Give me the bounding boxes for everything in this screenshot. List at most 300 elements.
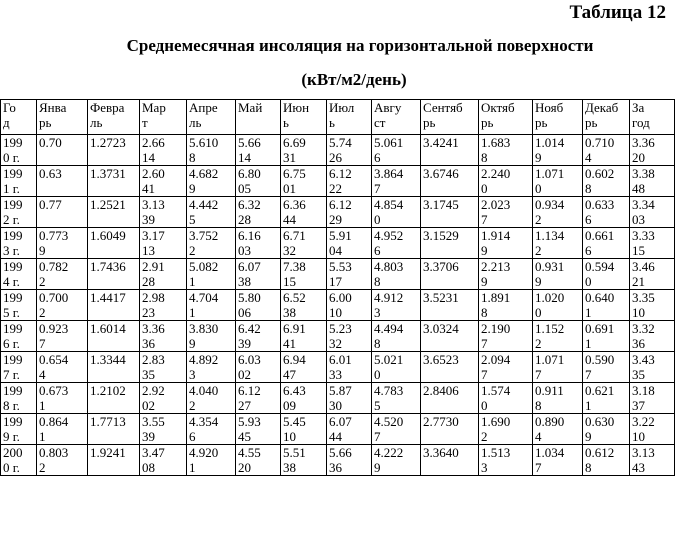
column-header-line2: ль [90,115,103,130]
value-cell-line2: 3 [189,367,196,382]
value-cell-line1: 0.782 [39,259,69,274]
value-cell [37,228,88,259]
value-cell-line1: 5.45 [283,414,306,429]
value-cell-line1: 4.803 [374,259,404,274]
value-cell-line1: 0.654 [39,352,69,367]
value-cell-line2: 0 [374,367,381,382]
value-cell-line1: 6.36 [283,197,306,212]
value-cell-line2: 0 [535,305,542,320]
column-header-line1: Октяб [481,100,515,115]
value-cell-line1: 6.52 [283,290,306,305]
value-cell [187,166,236,197]
value-cell-line1: 5.66 [238,135,261,150]
value-cell [88,290,140,321]
value-cell-line1: 0.594 [585,259,615,274]
value-cell [236,259,281,290]
table-header-row [1,100,675,135]
value-cell-line2 [90,398,137,413]
value-cell-line1: 2.023 [481,197,511,212]
value-cell-line1: 3.1745 [423,197,459,212]
value-cell-line2: 03 [632,212,645,227]
value-cell-line2: 7 [481,367,488,382]
column-header [630,100,675,135]
value-cell-line1: 4.040 [189,383,219,398]
value-cell [140,321,187,352]
value-cell [187,135,236,166]
value-cell-line2: 6 [374,150,381,165]
value-cell-line2: 10 [632,429,645,444]
table-row [1,228,675,259]
value-cell-line2: 44 [329,429,342,444]
column-header-line1: Июл [329,100,355,115]
value-cell-line1: 1.2521 [90,197,126,212]
value-cell-line2: 2 [481,429,488,444]
year-cell-line1: 199 [3,352,23,367]
value-cell [37,290,88,321]
value-cell-line2: 35 [632,367,645,382]
column-header-line1: Го [3,100,16,115]
year-cell [1,259,37,290]
year-cell [1,445,37,476]
value-cell [187,197,236,228]
year-cell-line1: 199 [3,414,23,429]
value-cell-line2: 9 [481,243,488,258]
value-cell-line1: 3.34 [632,197,655,212]
value-cell-line1: 1.152 [535,321,565,336]
value-cell-line1: 0.890 [535,414,565,429]
value-cell-line2: 47 [283,367,296,382]
value-cell [88,228,140,259]
value-cell [372,197,421,228]
value-cell [533,259,583,290]
value-cell [187,321,236,352]
value-cell [583,445,630,476]
value-cell [421,414,479,445]
value-cell-line2: 1 [585,398,592,413]
value-cell-line2: 8 [374,274,381,289]
value-cell-line2: 8 [481,150,488,165]
column-header-line2: т [142,115,148,130]
value-cell-line2: 7 [481,212,488,227]
value-cell-line2: 0 [535,181,542,196]
value-cell-line2: 1 [189,460,196,475]
column-header-line1: Июн [283,100,310,115]
value-cell-line1: 5.66 [329,445,352,460]
year-cell-line1: 199 [3,383,23,398]
value-cell-line1: 5.610 [189,135,219,150]
value-cell-line2: 17 [329,274,342,289]
value-cell-line1: 3.43 [632,352,655,367]
value-cell-line1: 1.014 [535,135,565,150]
value-cell [630,352,675,383]
value-cell-line2: 14 [142,150,155,165]
value-cell-line1: 3.47 [142,445,165,460]
value-cell-line1: 4.892 [189,352,219,367]
column-header-line2: ь [283,115,289,130]
value-cell [533,290,583,321]
value-cell-line2 [39,181,85,196]
column-header [583,100,630,135]
value-cell [421,321,479,352]
value-cell-line1: 1.9241 [90,445,126,460]
value-cell-line1: 6.69 [283,135,306,150]
value-cell-line1: 3.3706 [423,259,459,274]
value-cell-line2: 36 [142,336,155,351]
value-cell [281,414,327,445]
value-cell-line1: 0.590 [585,352,615,367]
value-cell-line1: 0.77 [39,197,62,212]
column-header-line1: Авгу [374,100,402,115]
value-cell-line1: 6.07 [238,259,261,274]
value-cell [281,352,327,383]
value-cell-line2: 8 [585,460,592,475]
value-cell-line1: 4.682 [189,166,219,181]
value-cell-line2: 32 [283,243,296,258]
value-cell-line1: 2.98 [142,290,165,305]
value-cell-line2: 41 [283,336,296,351]
value-cell-line1: 5.021 [374,352,404,367]
value-cell-line1: 4.494 [374,321,404,336]
year-cell-line2: 6 г. [3,336,20,351]
value-cell-line1: 2.240 [481,166,511,181]
value-cell-line2: 2 [39,305,46,320]
value-cell-line1: 4.854 [374,197,404,212]
value-cell [533,321,583,352]
column-header-line2: рь [535,115,548,130]
value-cell-line2: 38 [283,460,296,475]
value-cell-line1: 0.911 [535,383,564,398]
value-cell [281,259,327,290]
value-cell-line1: 6.07 [329,414,352,429]
column-header [479,100,533,135]
value-cell [236,290,281,321]
value-cell-line1: 0.700 [39,290,69,305]
value-cell-line1: 3.36 [142,321,165,336]
value-cell [421,166,479,197]
column-header-line2: рь [39,115,52,130]
value-cell-line2: 10 [283,429,296,444]
value-cell-line1: 1.4417 [90,290,126,305]
value-cell-line1: 1.071 [535,166,565,181]
value-cell-line2: 22 [329,181,342,196]
value-cell-line1: 0.602 [585,166,615,181]
value-cell [37,259,88,290]
year-cell-line2: 1 г. [3,181,20,196]
value-cell-line2 [90,212,137,227]
value-cell-line1: 5.51 [283,445,306,460]
value-cell-line1: 0.661 [585,228,615,243]
value-cell-line1: 0.640 [585,290,615,305]
value-cell-line2: 9 [374,460,381,475]
value-cell [88,135,140,166]
value-cell-line2: 13 [142,243,155,258]
value-cell [37,135,88,166]
value-cell-line1: 4.783 [374,383,404,398]
value-cell-line2: 8 [189,150,196,165]
value-cell [421,383,479,414]
value-cell [327,290,372,321]
value-cell [187,228,236,259]
value-cell-line2 [90,243,137,258]
year-cell [1,135,37,166]
value-cell-line1: 1.6014 [90,321,126,336]
value-cell-line1: 4.920 [189,445,219,460]
value-cell [236,321,281,352]
column-header-line1: Мар [142,100,166,115]
value-cell [372,228,421,259]
value-cell [281,197,327,228]
value-cell-line1: 5.53 [329,259,352,274]
year-cell-line1: 199 [3,135,23,150]
value-cell-line1: 0.923 [39,321,69,336]
year-cell-line1: 199 [3,197,23,212]
column-header [281,100,327,135]
value-cell [88,259,140,290]
value-cell-line2: 4 [585,150,592,165]
value-cell [187,290,236,321]
value-cell-line1: 6.94 [283,352,306,367]
value-cell [37,352,88,383]
value-cell [236,166,281,197]
value-cell-line2: 0 [481,398,488,413]
value-cell-line2 [39,150,85,165]
column-header [533,100,583,135]
value-cell-line1: 5.91 [329,228,352,243]
value-cell [372,414,421,445]
year-cell-line2: 4 г. [3,274,20,289]
value-cell-line2 [423,274,476,289]
value-cell-line2: 2 [535,243,542,258]
value-cell [88,445,140,476]
value-cell [140,259,187,290]
value-cell [583,290,630,321]
value-cell [327,445,372,476]
column-header-line1: Май [238,100,263,115]
value-cell-line1: 5.23 [329,321,352,336]
value-cell-line2: 3 [374,305,381,320]
value-cell-line2: 1 [189,274,196,289]
value-cell-line1: 0.691 [585,321,615,336]
value-cell [187,259,236,290]
value-cell-line1: 3.6523 [423,352,459,367]
value-cell-line1: 6.12 [238,383,261,398]
value-cell-line1: 0.633 [585,197,615,212]
value-cell [533,166,583,197]
value-cell [583,135,630,166]
value-cell-line2: 9 [481,274,488,289]
value-cell-line1: 3.17 [142,228,165,243]
value-cell-line1: 4.222 [374,445,404,460]
value-cell-line1: 1.020 [535,290,565,305]
value-cell [187,383,236,414]
value-cell [37,383,88,414]
value-cell [630,197,675,228]
value-cell [479,166,533,197]
value-cell-line2 [423,305,476,320]
column-header-line1: Февра [90,100,125,115]
value-cell [533,383,583,414]
value-cell [327,228,372,259]
value-cell [236,445,281,476]
value-cell-line1: 1.690 [481,414,511,429]
value-cell-line1: 1.6049 [90,228,126,243]
year-cell [1,383,37,414]
value-cell-line2 [423,150,476,165]
value-cell-line2: 9 [535,274,542,289]
value-cell-line2: 37 [632,398,645,413]
value-cell-line1: 5.082 [189,259,219,274]
value-cell-line2: 9 [585,429,592,444]
value-cell-line1: 3.38 [632,166,655,181]
value-cell [583,383,630,414]
value-cell-line2: 33 [329,367,342,382]
value-cell-line1: 6.75 [283,166,306,181]
value-cell-line1: 6.00 [329,290,352,305]
value-cell-line1: 0.673 [39,383,69,398]
value-cell-line2 [423,181,476,196]
value-cell [533,414,583,445]
value-cell-line2: 15 [283,274,296,289]
value-cell-line2: 29 [329,212,342,227]
value-cell [236,383,281,414]
value-cell-line2: 15 [632,243,645,258]
value-cell [140,414,187,445]
value-cell-line2: 2 [39,460,46,475]
value-cell [630,290,675,321]
value-cell-line2 [423,336,476,351]
value-cell-line1: 6.91 [283,321,306,336]
value-cell [236,352,281,383]
value-cell-line2: 1 [585,305,592,320]
value-cell-line1: 3.3640 [423,445,459,460]
value-cell-line2 [39,212,85,227]
table-row [1,166,675,197]
value-cell-line1: 4.912 [374,290,404,305]
value-cell [37,414,88,445]
value-cell-line1: 0.63 [39,166,62,181]
value-cell [37,445,88,476]
column-header-line2 [238,115,278,130]
value-cell [583,228,630,259]
year-cell-line2: 9 г. [3,429,20,444]
value-cell-line1: 2.92 [142,383,165,398]
value-cell [421,290,479,321]
value-cell [533,352,583,383]
table-row [1,352,675,383]
value-cell-line2: 39 [238,336,251,351]
value-cell [327,352,372,383]
column-header-line1: Декаб [585,100,619,115]
value-cell [88,383,140,414]
value-cell [372,290,421,321]
value-cell [281,290,327,321]
value-cell [372,383,421,414]
value-cell-line2: 39 [142,212,155,227]
value-cell-line2: 09 [283,398,296,413]
value-cell-line2: 3 [481,460,488,475]
value-cell [140,197,187,228]
value-cell-line1: 0.621 [585,383,615,398]
value-cell-line2: 7 [535,367,542,382]
value-cell-line1: 0.70 [39,135,62,150]
value-cell [479,352,533,383]
value-cell-line2: 39 [142,429,155,444]
value-cell [236,414,281,445]
value-cell-line1: 2.66 [142,135,165,150]
value-cell-line2: 03 [238,243,251,258]
value-cell [281,321,327,352]
column-header-line1: Нояб [535,100,564,115]
value-cell [630,383,675,414]
value-cell-line1: 2.91 [142,259,165,274]
value-cell-line1: 2.83 [142,352,165,367]
insolation-table [0,99,675,476]
value-cell-line1: 3.864 [374,166,404,181]
table-row [1,197,675,228]
value-cell [372,166,421,197]
value-cell-line2 [90,336,137,351]
value-cell-line1: 0.773 [39,228,69,243]
value-cell-line2: 23 [142,305,155,320]
value-cell-line2: 5 [374,398,381,413]
value-cell-line1: 4.442 [189,197,219,212]
value-cell [479,290,533,321]
value-cell-line2: 1 [585,336,592,351]
table-row [1,321,675,352]
value-cell-line2: 2 [189,243,196,258]
value-cell-line2: 44 [283,212,296,227]
year-cell-line2: 8 г. [3,398,20,413]
value-cell-line2: 7 [39,336,46,351]
value-cell-line1: 5.80 [238,290,261,305]
value-cell [372,259,421,290]
value-cell-line2: 7 [481,336,488,351]
value-cell [421,135,479,166]
value-cell [421,445,479,476]
value-cell-line1: 3.6746 [423,166,459,181]
value-cell-line2 [90,367,137,382]
value-cell [281,383,327,414]
value-cell-line2: 5 [189,212,196,227]
value-cell-line2: 9 [189,181,196,196]
value-cell-line1: 3.0324 [423,321,459,336]
value-cell-line1: 3.22 [632,414,655,429]
value-cell-line1: 6.42 [238,321,261,336]
value-cell [88,321,140,352]
column-header [140,100,187,135]
value-cell-line2: 28 [142,274,155,289]
value-cell [533,197,583,228]
value-cell [630,259,675,290]
value-cell [236,135,281,166]
value-cell-line2: 30 [329,398,342,413]
value-cell-line2: 6 [585,212,592,227]
value-cell-line1: 6.01 [329,352,352,367]
value-cell [479,259,533,290]
value-cell-line2: 20 [238,460,251,475]
value-cell-line2: 2 [535,336,542,351]
value-cell-line1: 1.683 [481,135,511,150]
year-cell [1,290,37,321]
column-header-line2: рь [423,115,436,130]
value-cell [479,445,533,476]
value-cell-line2: 14 [238,150,251,165]
value-cell [372,352,421,383]
value-cell [630,445,675,476]
value-cell-line2 [90,150,137,165]
value-cell [187,352,236,383]
year-cell [1,321,37,352]
